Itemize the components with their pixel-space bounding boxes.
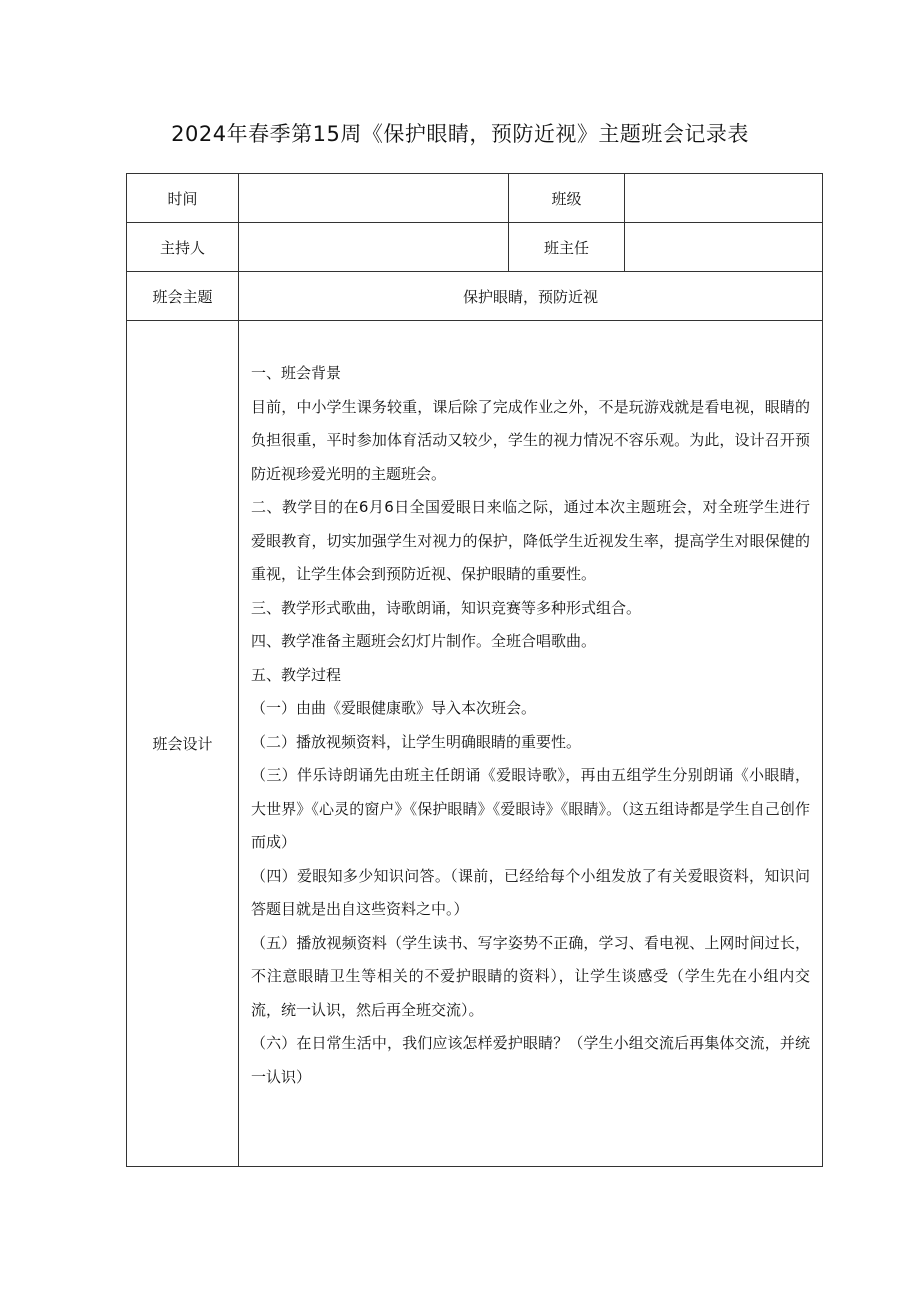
- row-theme: [127, 272, 823, 321]
- design-content: [239, 321, 822, 1118]
- record-table: [126, 173, 823, 1167]
- row-host-teacher: [127, 223, 823, 272]
- teacher-value-cell: [625, 223, 823, 272]
- design-paragraph: （一）由曲《爱眼健康歌》导入本次班会。: [251, 699, 537, 717]
- design-paragraph: （二）播放视频资料，让学生明确眼睛的重要性。: [251, 732, 582, 751]
- theme-label: 班会主题: [127, 272, 239, 321]
- time-value-cell: [239, 174, 509, 223]
- design-paragraph: 四、教学准备主题班会幻灯片制作。全班合唱歌曲。: [251, 632, 597, 650]
- row-design: [127, 321, 823, 1167]
- class-value-cell: [625, 174, 823, 223]
- design-paragraph: （六）在日常生活中，我们应该怎样爱护眼睛？（学生小组交流后再集体交流，并统一认识）: [251, 1034, 810, 1086]
- host-label: 主持人: [127, 223, 239, 272]
- design-paragraph: 一、班会背景: [251, 364, 342, 382]
- design-paragraph: （五）播放视频资料（学生读书、写字姿势不正确，学习、看电视、上网时间过长，不注意眼睛卫生等相关的不爱护眼睛的资料），让学生谈感受（学生先在小组内交流，统一认识，然后再全班交流）。: [251, 933, 810, 1019]
- design-paragraph: 目前，中小学生课务较重，课后除了完成作业之外，不是玩游戏就是看电视，眼睛的负担很重，平时参加体育活动又较少，学生的视力情况不容乐观。为此，设计召开预防近视珍爱光明的主题班会。: [251, 397, 810, 483]
- design-paragraph: 二、教学目的在6月6日全国爱眼日来临之际，通过本次主题班会，对全班学生进行爱眼教育，切实加强学生对视力的保护，降低学生近视发生率，提高学生对眼保健的重视，让学生体会到预防近视、保护眼睛的重要性。: [251, 498, 810, 583]
- document-title: 2024年春季第15周《保护眼睛，预防近视》主题班会记录表: [171, 122, 749, 146]
- design-label: 班会设计: [127, 321, 239, 1167]
- design-content-cell: [239, 321, 823, 1167]
- class-label: 班级: [509, 174, 625, 223]
- teacher-label: 班主任: [509, 223, 625, 272]
- time-label: 时间: [127, 174, 239, 223]
- design-paragraph: （四）爱眼知多少知识问答。（课前，已经给每个小组发放了有关爱眼资料，知识问答题目就是出自这些资料之中。）: [251, 866, 810, 918]
- design-paragraph: 五、教学过程: [251, 665, 342, 684]
- design-paragraph: （三）伴乐诗朗诵先由班主任朗诵《爱眼诗歌》，再由五组学生分别朗诵《小眼睛，大世界》《心灵的窗户》《保护眼睛》《爱眼诗》《眼睛》。（这五组诗都是学生自己创作而成）: [251, 766, 810, 851]
- theme-value: 保护眼睛，预防近视: [239, 272, 823, 321]
- host-value-cell: [239, 223, 509, 272]
- design-paragraph: 三、教学形式歌曲，诗歌朗诵，知识竞赛等多种形式组合。: [251, 598, 642, 617]
- row-time-class: [127, 174, 823, 223]
